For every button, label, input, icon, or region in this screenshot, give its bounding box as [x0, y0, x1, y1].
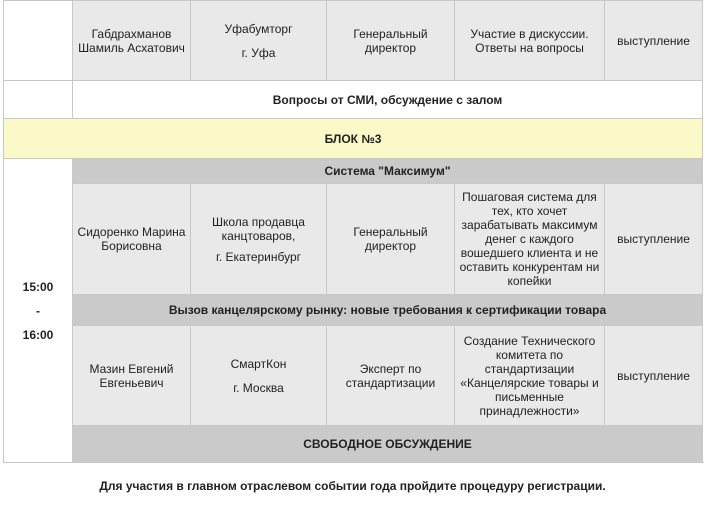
- speaker-city: г. Москва: [233, 380, 284, 395]
- speaker-name: Мазин Евгений Евгеньевич: [73, 326, 191, 426]
- speaker-position: Генеральный директор: [327, 184, 455, 295]
- speaker-name: Сидоренко Марина Борисовна: [73, 184, 191, 295]
- speaker-topic: Пошаговая система для тех, кто хочет зарабатывать максимум денег с каждого вошедшего клиента и не оставить конкурентам ни копейки: [455, 184, 605, 295]
- time-cell-empty: [4, 81, 73, 119]
- speaker-position: Генеральный директор: [327, 1, 455, 81]
- speaker-name: Габдрахманов Шамиль Асхатович: [73, 1, 191, 81]
- speaker-company-cell: [191, 1, 327, 81]
- speaker-company: Школа продавца канцтоваров,: [212, 214, 305, 243]
- section-title: Вызов канцелярскому рынку: новые требования к сертификации товара: [73, 295, 703, 326]
- speaker-format: выступление: [605, 1, 703, 81]
- registration-note: Для участия в главном отраслевом событии года пройдите процедуру регистрации.: [99, 479, 606, 493]
- speaker-city: г. Уфа: [241, 45, 276, 60]
- time-dash: -: [36, 303, 40, 318]
- speaker-topic: Участие в дискуссии. Ответы на вопросы: [455, 1, 605, 81]
- media-questions: Вопросы от СМИ, обсуждение с залом: [73, 81, 703, 119]
- speaker-company-cell: [191, 326, 327, 426]
- speaker-format: выступление: [605, 326, 703, 426]
- free-discussion: СВОБОДНОЕ ОБСУЖДЕНИЕ: [73, 426, 703, 463]
- time-range: [4, 159, 73, 463]
- speaker-position: Эксперт по стандартизации: [327, 326, 455, 426]
- time-end: 16:00: [22, 327, 54, 342]
- speaker-company: Уфабумторг: [224, 21, 293, 36]
- speaker-format: выступление: [605, 184, 703, 295]
- speaker-company-cell: [191, 184, 327, 295]
- speaker-city: г. Екатеринбург: [215, 249, 302, 264]
- speaker-topic: Создание Технического комитета по стандартизации «Канцелярские товары и письменные принадлежности»: [455, 326, 605, 426]
- schedule-table: [3, 0, 703, 463]
- section-title: Система "Максимум": [73, 159, 703, 184]
- time-start: 15:00: [22, 279, 54, 294]
- speaker-company: СмартКон: [230, 356, 287, 371]
- block-title: БЛОК №3: [4, 119, 703, 159]
- time-cell-empty: [4, 1, 73, 81]
